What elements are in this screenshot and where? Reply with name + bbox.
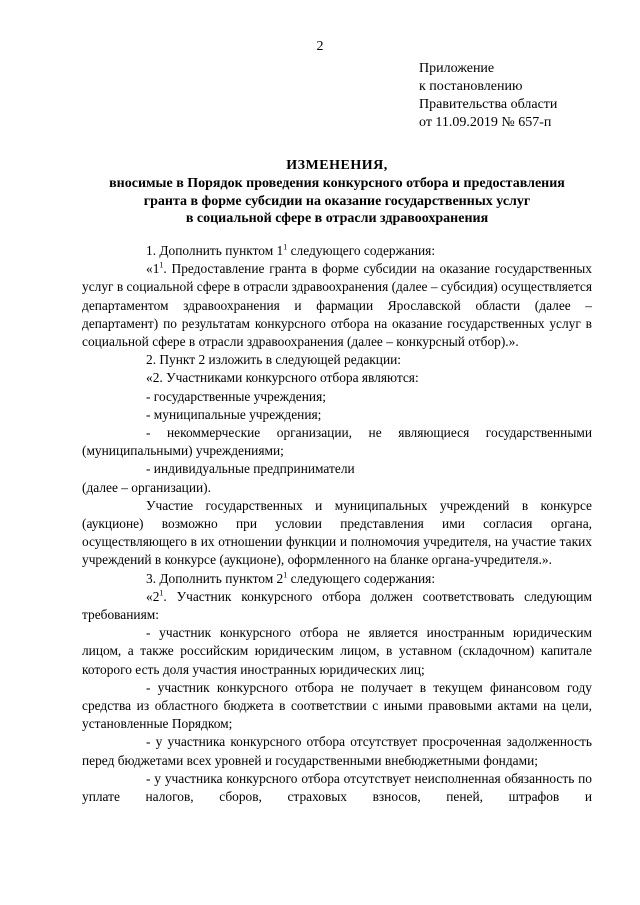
paragraph: Участие государственных и муниципальных учреждений в конкурсе (аукционе) возможно при условии представления ими согласия органа, осуществляющего в их отношении функции и полномочия учредителя, на участие таких учреждений в конкурсе (аукционе), оформленного на бланке органа-учредителя.». bbox=[82, 497, 592, 568]
list-item: - некоммерческие организации, не являющиеся государственными (муниципальными) учреждениями; bbox=[82, 425, 592, 459]
list-item: - государственные учреждения; bbox=[146, 388, 326, 404]
appendix-line: Приложение bbox=[419, 61, 495, 76]
list-item: (далее – организации). bbox=[82, 479, 211, 495]
list-item: - участник конкурсного отбора не является иностранным юридическим лицом, а также российским юридическим лицом, в уставном (складочном) капитале которого есть доля участия иностранных юридических лиц; bbox=[82, 625, 592, 677]
heading-line: вносимые в Порядок проведения конкурсного отбора и предоставления bbox=[109, 176, 565, 192]
item-3: 3. Дополнить пунктом $2^1$ следующего содержания: bbox=[146, 570, 436, 586]
quote-1: «$1^1$. Предоставление гранта в форме субсидии на оказание государственных услуг в социальной сфере в отрасли здравоохранения (далее – субсидия) осуществляется департаментом здравоохранения и фармации Ярославской области (далее – департамент) по результатам конкурсного отбора на оказание государственных услуг в социальной сфере в отрасли здравоохранения (далее – конкурсный отбор).». bbox=[82, 260, 592, 350]
list-item: - у участника конкурсного отбора отсутствует неисполненная обязанность по уплате налогов, сборов, страховых взносов, пеней, штрафов и bbox=[82, 770, 592, 805]
document-body bbox=[82, 242, 592, 806]
page-number: 2 bbox=[316, 39, 324, 54]
appendix-line: Правительства области bbox=[419, 97, 558, 112]
heading-title: ИЗМЕНЕНИЯ, bbox=[286, 158, 388, 173]
item-1: 1. Дополнить пунктом $1^1$ следующего содержания: bbox=[146, 242, 436, 258]
heading-line: в социальной сфере в отрасли здравоохранения bbox=[185, 211, 489, 227]
appendix-line: к постановлению bbox=[419, 79, 523, 94]
quote-3: «$2^1$. Участник конкурсного отбора должен соответствовать следующим требованиям: bbox=[82, 588, 592, 623]
quote-2: «2. Участниками конкурсного отбора являются: bbox=[146, 370, 419, 386]
document-heading bbox=[82, 157, 592, 228]
list-item: - у участника конкурсного отбора отсутствует просроченная задолженность перед бюджетами всех уровней и государственными внебюджетными фондами; bbox=[82, 734, 592, 768]
list-item: - индивидуальные предприниматели bbox=[146, 461, 355, 477]
appendix-line: от 11.09.2019 № 657-п bbox=[419, 115, 552, 130]
item-2: 2. Пункт 2 изложить в следующей редакции: bbox=[146, 352, 402, 368]
heading-line: гранта в форме субсидии на оказание государственных услуг bbox=[143, 193, 531, 209]
list-item: - муниципальные учреждения; bbox=[146, 406, 322, 422]
list-item: - участник конкурсного отбора не получает в текущем финансовом году средства из областного бюджета в соответствии с иными правовыми актами на цели, установленные Порядком; bbox=[82, 679, 592, 732]
appendix-block bbox=[419, 60, 557, 132]
